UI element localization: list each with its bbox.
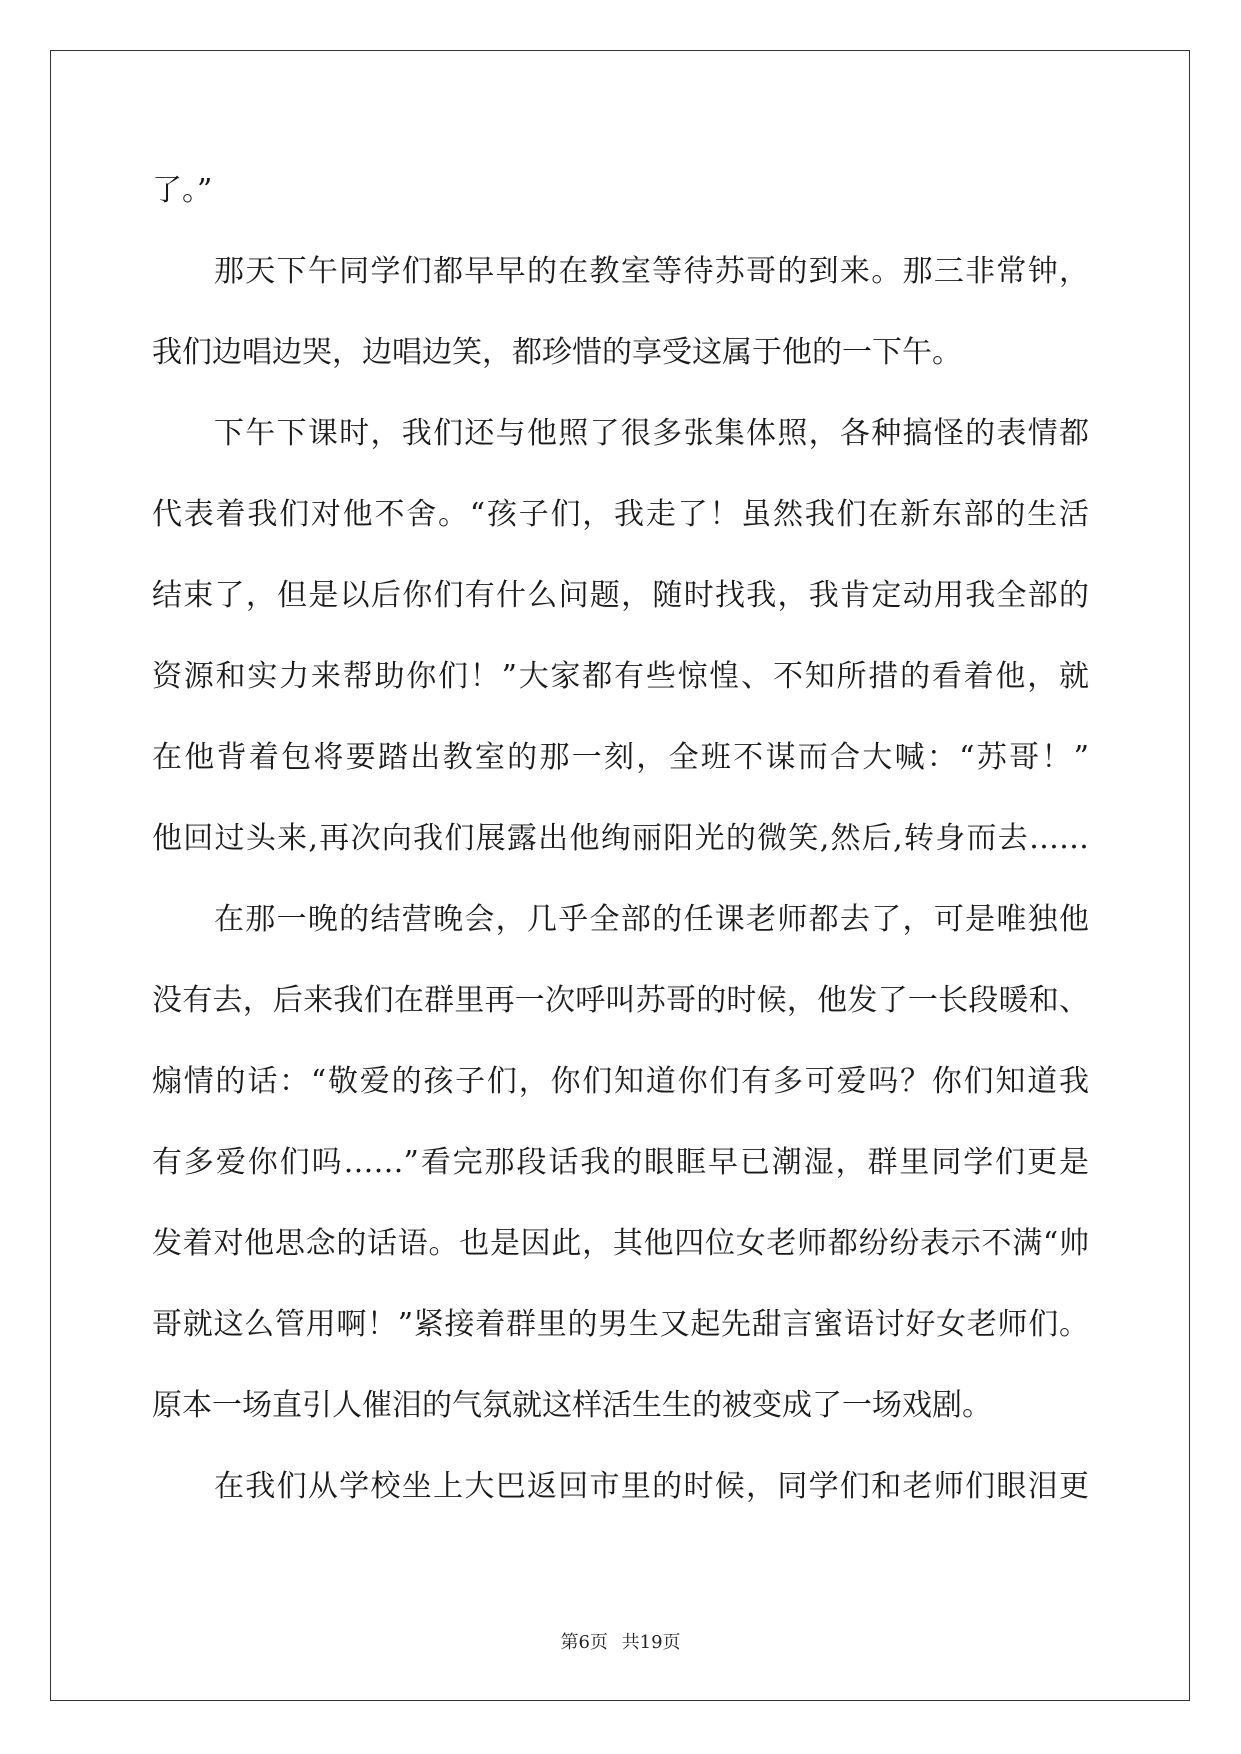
text-line: 他回过头来,再次向我们展露出他绚丽阳光的微笑,然后,转身而去…… <box>152 821 1089 856</box>
text-line: 煽情的话：“敬爱的孩子们，你们知道你们有多可爱吗？你们知道我 <box>152 1064 1089 1099</box>
text-line: 我们边唱边哭，边唱边笑，都珍惜的享受这属于他的一下午。 <box>152 335 962 370</box>
text-line: 有多爱你们吗……”看完那段话我的眼眶早已潮湿，群里同学们更是 <box>152 1145 1089 1180</box>
text-line: 在我们从学校坐上大巴返回市里的时候，同学们和老师们眼泪更 <box>214 1469 1089 1504</box>
text-line: 哥就这么管用啊！”紧接着群里的男生又起先甜言蜜语讨好女老师们。 <box>152 1307 1089 1342</box>
page-footer <box>0 1628 1241 1654</box>
text-line: 在那一晚的结营晚会，几乎全部的任课老师都去了，可是唯独他 <box>214 902 1089 937</box>
text-line: 资源和实力来帮助你们！”大家都有些惊惶、不知所措的看着他，就 <box>152 659 1089 694</box>
text-line: 了。” <box>152 173 213 208</box>
text-line: 结束了，但是以后你们有什么问题，随时找我，我肯定动用我全部的 <box>152 578 1089 613</box>
text-line: 那天下午同学们都早早的在教室等待苏哥的到来。那三非常钟， <box>214 254 1089 289</box>
text-line: 代表着我们对他不舍。“孩子们，我走了！虽然我们在新东部的生活 <box>152 497 1089 532</box>
text-line: 在他背着包将要踏出教室的那一刻，全班不谋而合大喊：“苏哥！” <box>152 740 1089 775</box>
document-body <box>152 150 1089 1527</box>
total-pages: 共19页 <box>621 1632 681 1653</box>
text-line: 原本一场直引人催泪的气氛就这样活生生的被变成了一场戏剧。 <box>152 1388 992 1423</box>
text-line: 发着对他思念的话语。也是因此，其他四位女老师都纷纷表示不满“帅 <box>152 1226 1089 1261</box>
text-line: 下午下课时，我们还与他照了很多张集体照，各种搞怪的表情都 <box>214 416 1089 451</box>
page-number: 第6页 <box>560 1632 608 1653</box>
text-line: 没有去，后来我们在群里再一次呼叫苏哥的时候，他发了一长段暖和、 <box>152 983 1089 1018</box>
